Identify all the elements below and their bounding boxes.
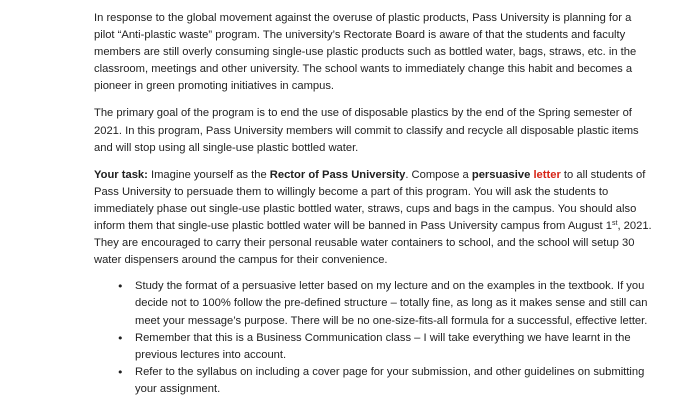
list-item-text: Study the format of a persuasive letter based on my lecture and on the examples in the textbook. If you decide not to 100% follow the pre-defined structure – totally fine, as long as it makes sense and still can meet your message’s purpose. There will be no one-size-fits-all formula for a successful, effective letter. <box>135 280 648 327</box>
list-item-text: Remember that this is a Business Communication class – I will take everything we have learnt in the previous lectures into account. <box>135 331 631 361</box>
task-text-b: . Compose a <box>405 168 472 181</box>
rector-title: Rector of Pass University <box>269 168 406 181</box>
task-label: Your task: <box>94 168 148 181</box>
list-item <box>94 330 654 364</box>
persuasive-word: persuasive <box>471 168 531 181</box>
document-body <box>94 10 654 398</box>
bullet-icon: • <box>117 331 124 345</box>
task-text-d: , 2021. They are encouraged to carry their personal reusable water containers to school, and the school will setup 30 water dispensers around the campus for their convenience. <box>94 220 652 267</box>
task-text-c: to all students of Pass University to persuade them to willingly become a part of this program. You will ask the students to immediately phase out single-use plastic bottled water, straws, cups and bags in the campus. You should also inform them that single-use plastic bottled water will be banned in Pass University campus from August 1 <box>94 168 646 233</box>
list-item <box>94 278 654 329</box>
task-paragraph <box>94 167 654 270</box>
ordinal-suffix: st <box>611 220 618 228</box>
letter-word: letter <box>533 168 561 181</box>
bullet-icon: • <box>117 365 124 379</box>
bullet-icon: • <box>117 280 124 294</box>
list-item <box>94 364 654 398</box>
goal-paragraph: The primary goal of the program is to end the use of disposable plastics by the end of the Spring semester of 2021. In this program, Pass University members will commit to classify and recycle all disposable plastic items and will stop using all single-use plastic bottled water. <box>94 107 639 154</box>
instruction-list <box>94 278 654 398</box>
intro-paragraph: In response to the global movement against the overuse of plastic products, Pass University is planning for a pilot “Anti-plastic waste” program. The university’s Rectorate Board is aware of that the students and faculty members are still overly consuming single-use plastic products such as bottled water, bags, straws, etc. in the classroom, meetings and other university. The school wants to immediately change this habit and becomes a pioneer in green promoting initiatives in campus. <box>94 12 637 93</box>
list-item-text: Refer to the syllabus on including a cover page for your submission, and other guidelines on submitting your assignment. <box>135 365 645 395</box>
task-text-a: Imagine yourself as the <box>147 168 270 181</box>
